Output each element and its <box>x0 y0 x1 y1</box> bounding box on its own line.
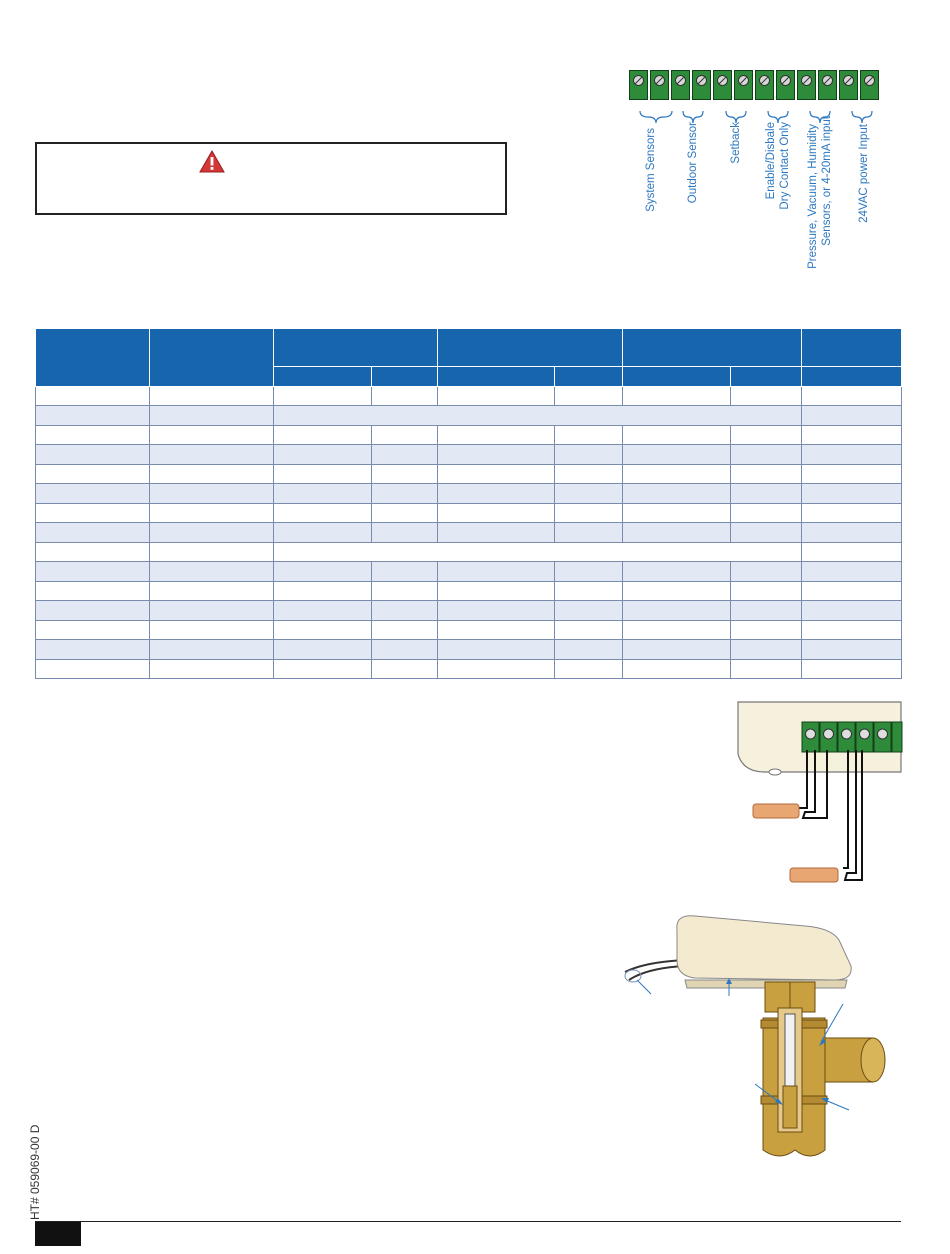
table-row <box>36 659 902 679</box>
terminal-braces <box>628 108 888 128</box>
specifications-table <box>35 328 902 679</box>
terminal <box>797 70 816 100</box>
warning-box <box>35 142 507 215</box>
terminal <box>818 70 837 100</box>
table-row <box>36 601 902 621</box>
label-system-sensors: System Sensors <box>645 128 657 212</box>
label-setback: Setback <box>730 122 742 164</box>
table-row <box>36 562 902 582</box>
label-outdoor-sensor: Outdoor Sensor <box>687 122 699 204</box>
terminal <box>734 70 753 100</box>
sensor-wiring-diagram <box>735 700 905 895</box>
terminal <box>776 70 795 100</box>
label-enable-disable: Enable/Disbale <box>765 122 777 200</box>
table-row <box>36 640 902 660</box>
table-row <box>36 445 902 465</box>
label-pressure-vacuum-humidity: Pressure, Vacuum, Humidity <box>807 124 819 269</box>
table-row <box>36 425 902 445</box>
label-dry-contact: Dry Contact Only <box>779 122 791 210</box>
document-id: HT# 059069-00 D <box>28 1124 42 1220</box>
terminal-strip <box>629 70 881 100</box>
label-sensors-4-20ma: Sensors, or 4-20mA input <box>821 116 833 246</box>
table-row <box>36 406 902 426</box>
table-row <box>36 503 902 523</box>
footer-rule <box>35 1221 901 1222</box>
terminal <box>629 70 648 100</box>
terminal <box>860 70 879 100</box>
terminal <box>755 70 774 100</box>
immersion-well-diagram <box>615 910 895 1170</box>
terminal <box>713 70 732 100</box>
table-row <box>36 620 902 640</box>
table-header-row <box>36 329 902 367</box>
table-row <box>36 523 902 543</box>
terminal <box>650 70 669 100</box>
terminal <box>671 70 690 100</box>
table-row <box>36 386 902 406</box>
table-row <box>36 542 902 562</box>
page-number-tab <box>35 1222 81 1246</box>
label-24vac-power: 24VAC power Input <box>858 124 870 223</box>
table-row <box>36 464 902 484</box>
warning-triangle-icon <box>199 150 225 174</box>
table-row <box>36 581 902 601</box>
terminal <box>839 70 858 100</box>
table-row <box>36 484 902 504</box>
terminal <box>692 70 711 100</box>
